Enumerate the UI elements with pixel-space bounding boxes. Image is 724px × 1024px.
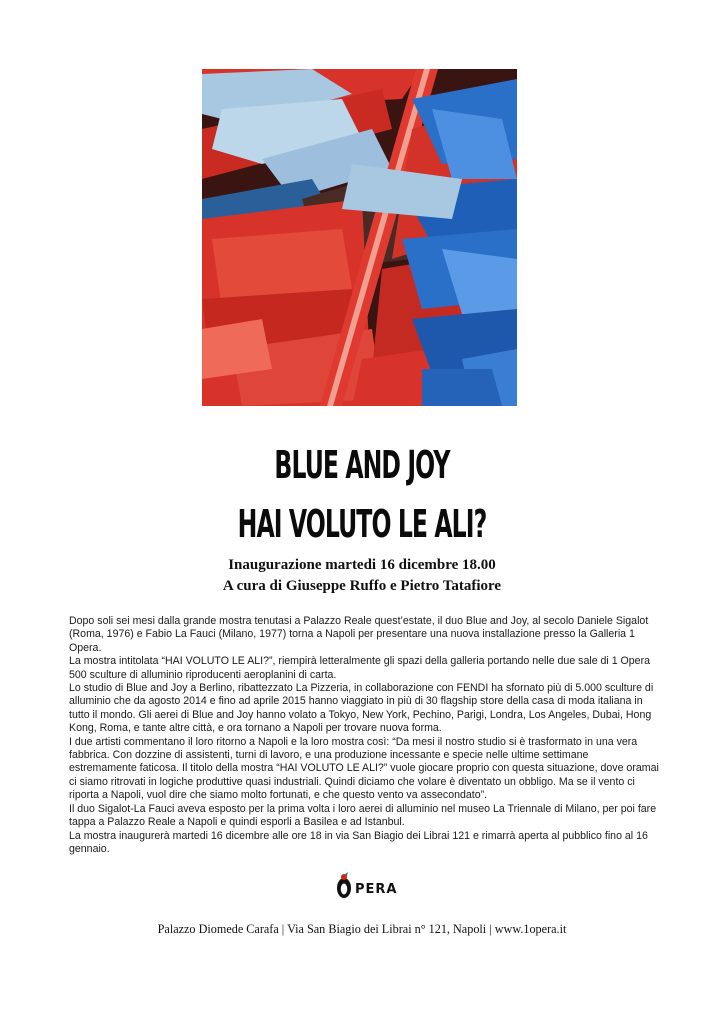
exhibition-title: BLUE AND JOY xyxy=(274,443,450,487)
paragraph: La mostra intitolata “HAI VOLUTO LE ALI?”, riempirà letteralmente gli spazi della galleria portando nelle due sale di 1 Opera 500 sculture di alluminio riproducenti aeroplanini di carta. xyxy=(69,655,650,681)
curators: A cura di Giuseppe Ruffo e Pietro Tatafiore xyxy=(222,578,502,594)
press-release-body xyxy=(69,615,659,856)
opera-logo-icon xyxy=(334,872,396,902)
paper-airplane-sculpture-image xyxy=(202,69,517,406)
paragraph: Il duo Sigalot-La Fauci aveva esposto per la prima volta i loro aerei di alluminio nel museo La Triennale di Milano, per poi fare tappa a Palazzo Reale a Napoli e quindi esporli a Basilea e ad Istanbul. xyxy=(69,802,657,829)
paragraph: Dopo soli sei mesi dalla grande mostra tenutasi a Palazzo Reale quest’estate, il duo Blue and Joy, al secolo Daniele Sigalot (Roma, 1976) e Fabio La Fauci (Milano, 1977) torna a Napoli per presentare una nuova installazione presso la Galleria 1 Opera. xyxy=(69,615,649,654)
paragraph: Lo studio di Blue and Joy a Berlino, ribattezzato La Pizzeria, in collaborazione con FENDI ha sfornato più di 5.000 sculture di alluminio che da agosto 2014 e fino ad aprile 2015 hanno viaggiato in più di 30 flagship store della casa di moda italiana in tutto il mondo. Gli aerei di Blue and Joy hanno volato a Tokyo, New York, Pechino, Parigi, Londra, Los Angeles, Dubai, Hong Kong, Roma, e tante altre città, e ora tornano a Napoli per trovare nuova forma. xyxy=(69,682,654,735)
logo-text: PERA xyxy=(355,882,398,897)
artwork-image xyxy=(202,69,517,406)
exhibition-subtitle-title: HAI VOLUTO LE ALI? xyxy=(237,502,487,546)
paragraph: La mostra inaugurerà martedi 16 dicembre alle ore 18 in via San Biagio dei Librai 121 e rimarrà aperta al pubblico fino al 16 gennaio. xyxy=(69,829,648,855)
footer-address: Palazzo Diomede Carafa | Via San Biagio dei Librai n° 121, Napoli | www.1opera.it xyxy=(157,922,567,936)
opening-date: Inaugurazione martedi 16 dicembre 18.00 xyxy=(228,557,496,573)
paragraph: I due artisti commentano il loro ritorno a Napoli e la loro mostra così: “Da mesi il nostro studio si è trasformato in una vera fabbrica. Con dozzine di assistenti, turni di lavoro, e una produzione incessante e specie nelle ultime settimane estremamente faticosa. Il titolo della mostra “HAI VOLUTO LE ALI?” vuole giocare proprio con questa situazione, dove oramai ci siamo ritrovati in logiche produttive quasi industriali. Quindi diciamo che volare è diventato un obbligo. Ma se il vento ci riporta a Napoli, vuol dire che siamo molto fortunati, e che questo vento va assecondato”. xyxy=(69,735,659,802)
